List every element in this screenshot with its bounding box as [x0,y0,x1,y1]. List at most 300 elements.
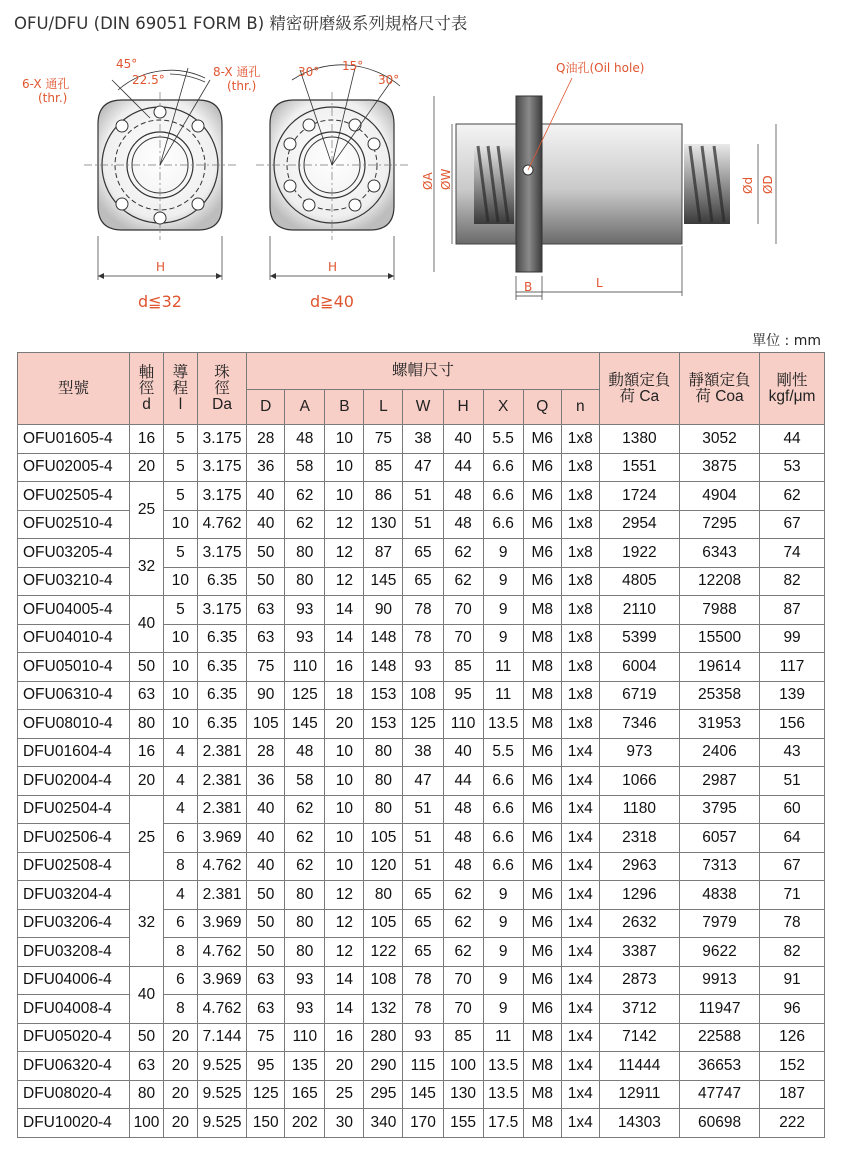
cell-x: 9 [483,881,523,910]
cell-n: 1x8 [561,653,599,682]
cell-l: 80 [364,795,403,824]
cell-b: 20 [325,710,364,739]
cell-x: 9 [483,995,523,1024]
cell-n: 1x4 [561,1023,599,1052]
dim-l-label: L [596,276,603,290]
flange-view-small [22,57,236,311]
cell-b: 25 [325,1080,364,1109]
cell-d: 36 [247,767,285,796]
cell-b: 12 [325,909,364,938]
cell-da: 4.762 [197,852,246,881]
header-rigidity: 剛性 kgf/μm [760,353,825,425]
cell-l: 120 [364,852,403,881]
cell-x: 13.5 [483,710,523,739]
cell-k: 187 [760,1080,825,1109]
cell-model: OFU02510-4 [18,510,130,539]
cell-w: 78 [403,596,443,625]
cell-k: 78 [760,909,825,938]
cell-x: 6.6 [483,824,523,853]
cell-q: M6 [523,881,561,910]
cell-k: 71 [760,881,825,910]
cell-d: 28 [247,738,285,767]
cell-b: 20 [325,1052,364,1081]
cell-h: 95 [443,681,483,710]
cell-shaft-diameter: 25 [130,795,164,881]
cell-ca: 2954 [599,510,679,539]
table-row [18,767,825,796]
cell-coa: 9913 [679,966,759,995]
cell-b: 16 [325,1023,364,1052]
cell-ca: 1296 [599,881,679,910]
cell-w: 108 [403,681,443,710]
cell-h: 48 [443,824,483,853]
flange-view-large [213,59,408,311]
cell-model: OFU02005-4 [18,453,130,482]
cell-da: 3.969 [197,909,246,938]
cell-shaft-diameter: 80 [130,710,164,739]
cell-l: 5 [163,453,197,482]
cell-d: 36 [247,453,285,482]
cell-b: 10 [325,767,364,796]
table-row [18,1109,825,1138]
cell-shaft-diameter: 50 [130,653,164,682]
cell-ca: 7346 [599,710,679,739]
cell-ca: 2110 [599,596,679,625]
cell-d: 40 [247,482,285,511]
cell-shaft-diameter: 20 [130,453,164,482]
cell-l: 5 [163,596,197,625]
cell-l: 5 [163,482,197,511]
cell-coa: 36653 [679,1052,759,1081]
cell-k: 91 [760,966,825,995]
cell-model: OFU02505-4 [18,482,130,511]
cell-b: 10 [325,482,364,511]
cell-w: 51 [403,510,443,539]
cell-x: 9 [483,966,523,995]
cell-coa: 7295 [679,510,759,539]
cell-model: DFU05020-4 [18,1023,130,1052]
cell-q: M6 [523,995,561,1024]
cell-k: 222 [760,1109,825,1138]
cell-coa: 15500 [679,624,759,653]
cell-da: 3.969 [197,824,246,853]
cell-q: M6 [523,966,561,995]
cell-k: 67 [760,852,825,881]
cell-ca: 5399 [599,624,679,653]
cell-w: 65 [403,539,443,568]
cell-da: 3.175 [197,425,246,454]
header-nut-col: B [325,390,364,425]
cell-l: 132 [364,995,403,1024]
cell-shaft-diameter: 63 [130,1052,164,1081]
cell-l: 10 [163,681,197,710]
cell-n: 1x8 [561,425,599,454]
cell-shaft-diameter: 32 [130,539,164,596]
cell-b: 14 [325,596,364,625]
cell-d: 40 [247,852,285,881]
cell-b: 16 [325,653,364,682]
cell-x: 13.5 [483,1052,523,1081]
dim-d-large-label: ØD [761,175,775,194]
cell-d: 50 [247,539,285,568]
cell-l: 8 [163,995,197,1024]
cell-h: 85 [443,653,483,682]
cell-d: 50 [247,938,285,967]
cell-da: 9.525 [197,1052,246,1081]
cell-d: 75 [247,653,285,682]
cell-b: 12 [325,881,364,910]
cell-a: 80 [285,539,325,568]
cell-ca: 6004 [599,653,679,682]
spec-table-body [18,425,825,1138]
cell-k: 64 [760,824,825,853]
ball-nut-side-view [421,60,776,300]
cell-l: 80 [364,738,403,767]
cell-k: 99 [760,624,825,653]
cell-l: 122 [364,938,403,967]
cell-l: 87 [364,539,403,568]
cell-model: DFU03206-4 [18,909,130,938]
cell-n: 1x8 [561,510,599,539]
cell-da: 4.762 [197,938,246,967]
cell-shaft-diameter: 80 [130,1080,164,1109]
cell-da: 6.35 [197,681,246,710]
header-ball: 珠 徑 Da [197,353,246,425]
table-row [18,425,825,454]
mid-angle-30b: 30° [378,73,400,87]
cell-coa: 2406 [679,738,759,767]
cell-w: 51 [403,852,443,881]
table-row [18,596,825,625]
cell-q: M6 [523,824,561,853]
header-nut-col: D [247,390,285,425]
cell-model: DFU02504-4 [18,795,130,824]
cell-x: 17.5 [483,1109,523,1138]
cell-k: 139 [760,681,825,710]
cell-d: 63 [247,624,285,653]
cell-l: 4 [163,795,197,824]
cell-n: 1x8 [561,453,599,482]
cell-q: M8 [523,624,561,653]
cell-coa: 19614 [679,653,759,682]
cell-model: OFU01605-4 [18,425,130,454]
cell-w: 93 [403,1023,443,1052]
cell-coa: 60698 [679,1109,759,1138]
cell-k: 74 [760,539,825,568]
cell-h: 62 [443,881,483,910]
cell-da: 7.144 [197,1023,246,1052]
cell-model: OFU04005-4 [18,596,130,625]
header-lead: 導 程 l [163,353,197,425]
cell-b: 12 [325,539,364,568]
cell-coa: 4838 [679,881,759,910]
cell-coa: 6343 [679,539,759,568]
cell-w: 51 [403,482,443,511]
cell-a: 202 [285,1109,325,1138]
cell-l: 4 [163,767,197,796]
cell-n: 1x8 [561,710,599,739]
cell-shaft-diameter: 40 [130,596,164,653]
cell-da: 3.175 [197,596,246,625]
cell-x: 9 [483,567,523,596]
cell-w: 51 [403,824,443,853]
cell-k: 87 [760,596,825,625]
cell-model: OFU05010-4 [18,653,130,682]
cell-ca: 12911 [599,1080,679,1109]
cell-d: 105 [247,710,285,739]
cell-da: 2.381 [197,881,246,910]
cell-l: 4 [163,738,197,767]
cell-x: 9 [483,624,523,653]
cell-x: 6.6 [483,767,523,796]
cell-model: OFU03205-4 [18,539,130,568]
cell-w: 47 [403,767,443,796]
cell-model: OFU08010-4 [18,710,130,739]
cell-shaft-diameter: 50 [130,1023,164,1052]
cell-k: 156 [760,710,825,739]
cell-a: 93 [285,966,325,995]
cell-x: 6.6 [483,852,523,881]
cell-da: 3.175 [197,453,246,482]
cell-model: DFU02508-4 [18,852,130,881]
cell-b: 30 [325,1109,364,1138]
cell-a: 135 [285,1052,325,1081]
cell-h: 40 [443,738,483,767]
cell-k: 43 [760,738,825,767]
cell-b: 14 [325,966,364,995]
cell-n: 1x4 [561,767,599,796]
cell-d: 50 [247,567,285,596]
cell-l: 153 [364,681,403,710]
cell-l: 6 [163,966,197,995]
mid-caption: d≧40 [310,292,354,311]
cell-b: 18 [325,681,364,710]
cell-d: 75 [247,1023,285,1052]
cell-d: 63 [247,995,285,1024]
left-caption: d≦32 [138,292,182,311]
cell-n: 1x4 [561,852,599,881]
cell-w: 78 [403,624,443,653]
cell-ca: 11444 [599,1052,679,1081]
cell-x: 11 [483,681,523,710]
cell-w: 51 [403,795,443,824]
cell-coa: 7979 [679,909,759,938]
cell-da: 2.381 [197,795,246,824]
cell-model: OFU04010-4 [18,624,130,653]
cell-n: 1x4 [561,738,599,767]
cell-a: 80 [285,881,325,910]
dim-a-label: ØA [421,172,435,190]
cell-l: 5 [163,425,197,454]
header-nut-col: n [561,390,599,425]
cell-q: M6 [523,938,561,967]
cell-k: 53 [760,453,825,482]
cell-h: 70 [443,995,483,1024]
cell-l: 280 [364,1023,403,1052]
cell-w: 145 [403,1080,443,1109]
cell-d: 95 [247,1052,285,1081]
cell-d: 63 [247,596,285,625]
cell-a: 62 [285,510,325,539]
cell-d: 125 [247,1080,285,1109]
cell-h: 48 [443,795,483,824]
cell-x: 9 [483,909,523,938]
cell-n: 1x4 [561,824,599,853]
cell-w: 115 [403,1052,443,1081]
cell-l: 8 [163,852,197,881]
cell-n: 1x8 [561,482,599,511]
cell-x: 6.6 [483,510,523,539]
cell-q: M6 [523,852,561,881]
cell-a: 48 [285,738,325,767]
cell-shaft-diameter: 16 [130,738,164,767]
cell-b: 14 [325,624,364,653]
cell-da: 6.35 [197,653,246,682]
cell-shaft-diameter: 32 [130,881,164,967]
cell-b: 12 [325,567,364,596]
cell-da: 9.525 [197,1109,246,1138]
cell-q: M6 [523,482,561,511]
cell-l: 20 [163,1109,197,1138]
cell-shaft-diameter: 25 [130,482,164,539]
header-static-load: 靜額定負 荷 Coa [679,353,759,425]
cell-h: 155 [443,1109,483,1138]
table-row [18,539,825,568]
cell-w: 65 [403,938,443,967]
cell-n: 1x4 [561,881,599,910]
cell-l: 85 [364,453,403,482]
header-nut-col: A [285,390,325,425]
cell-da: 3.175 [197,482,246,511]
cell-l: 75 [364,425,403,454]
cell-da: 3.175 [197,539,246,568]
cell-l: 148 [364,653,403,682]
cell-a: 80 [285,909,325,938]
cell-n: 1x4 [561,795,599,824]
header-model: 型號 [18,353,130,425]
cell-w: 65 [403,567,443,596]
cell-h: 100 [443,1052,483,1081]
cell-l: 5 [163,539,197,568]
cell-model: DFU04006-4 [18,966,130,995]
cell-shaft-diameter: 20 [130,767,164,796]
cell-coa: 4904 [679,482,759,511]
cell-a: 93 [285,624,325,653]
table-row [18,1052,825,1081]
cell-l: 145 [364,567,403,596]
cell-k: 44 [760,425,825,454]
cell-ca: 1724 [599,482,679,511]
cell-k: 67 [760,510,825,539]
cell-a: 48 [285,425,325,454]
cell-d: 40 [247,795,285,824]
cell-h: 62 [443,539,483,568]
cell-model: DFU02004-4 [18,767,130,796]
cell-h: 110 [443,710,483,739]
cell-a: 110 [285,653,325,682]
cell-da: 6.35 [197,567,246,596]
cell-q: M6 [523,510,561,539]
ball-nut-drawing [0,40,843,320]
cell-l: 290 [364,1052,403,1081]
cell-n: 1x4 [561,938,599,967]
cell-coa: 3795 [679,795,759,824]
mid-dim-h: H [328,260,338,274]
cell-n: 1x4 [561,1080,599,1109]
cell-q: M6 [523,909,561,938]
cell-h: 48 [443,510,483,539]
cell-x: 11 [483,653,523,682]
cell-da: 6.35 [197,710,246,739]
cell-h: 70 [443,624,483,653]
cell-a: 62 [285,482,325,511]
cell-n: 1x8 [561,596,599,625]
cell-n: 1x8 [561,539,599,568]
cell-da: 6.35 [197,624,246,653]
cell-k: 96 [760,995,825,1024]
header-nut-col: Q [523,390,561,425]
cell-ca: 1551 [599,453,679,482]
cell-coa: 47747 [679,1080,759,1109]
cell-h: 70 [443,966,483,995]
cell-h: 40 [443,425,483,454]
cell-coa: 3052 [679,425,759,454]
mid-angle-15: 15° [342,59,364,73]
cell-k: 152 [760,1052,825,1081]
cell-x: 5.5 [483,425,523,454]
table-row [18,453,825,482]
cell-q: M6 [523,539,561,568]
cell-l: 10 [163,653,197,682]
cell-w: 47 [403,453,443,482]
cell-b: 10 [325,795,364,824]
cell-b: 14 [325,995,364,1024]
cell-l: 20 [163,1080,197,1109]
cell-w: 78 [403,966,443,995]
table-row [18,795,825,824]
cell-q: M8 [523,653,561,682]
cell-ca: 1066 [599,767,679,796]
cell-h: 62 [443,567,483,596]
left-angle-45: 45° [116,57,138,71]
cell-l: 10 [163,567,197,596]
cell-ca: 3387 [599,938,679,967]
cell-n: 1x4 [561,1052,599,1081]
header-dynamic-load: 動額定負 荷 Ca [599,353,679,425]
cell-b: 10 [325,453,364,482]
cell-w: 38 [403,738,443,767]
cell-l: 10 [163,710,197,739]
cell-a: 145 [285,710,325,739]
cell-l: 6 [163,824,197,853]
cell-coa: 22588 [679,1023,759,1052]
cell-l: 153 [364,710,403,739]
table-row [18,1080,825,1109]
cell-n: 1x4 [561,1109,599,1138]
cell-shaft-diameter: 16 [130,425,164,454]
mid-holes-sub: (thr.) [227,79,257,93]
cell-n: 1x4 [561,995,599,1024]
page-title: OFU/DFU (DIN 69051 FORM B) 精密研磨級系列規格尺寸表 [14,14,468,33]
cell-a: 80 [285,567,325,596]
header-shaft: 軸 徑 d [130,353,164,425]
cell-model: OFU03210-4 [18,567,130,596]
cell-model: DFU03208-4 [18,938,130,967]
cell-coa: 3875 [679,453,759,482]
left-angle-22: 22.5° [132,73,165,87]
cell-a: 62 [285,795,325,824]
cell-model: DFU04008-4 [18,995,130,1024]
